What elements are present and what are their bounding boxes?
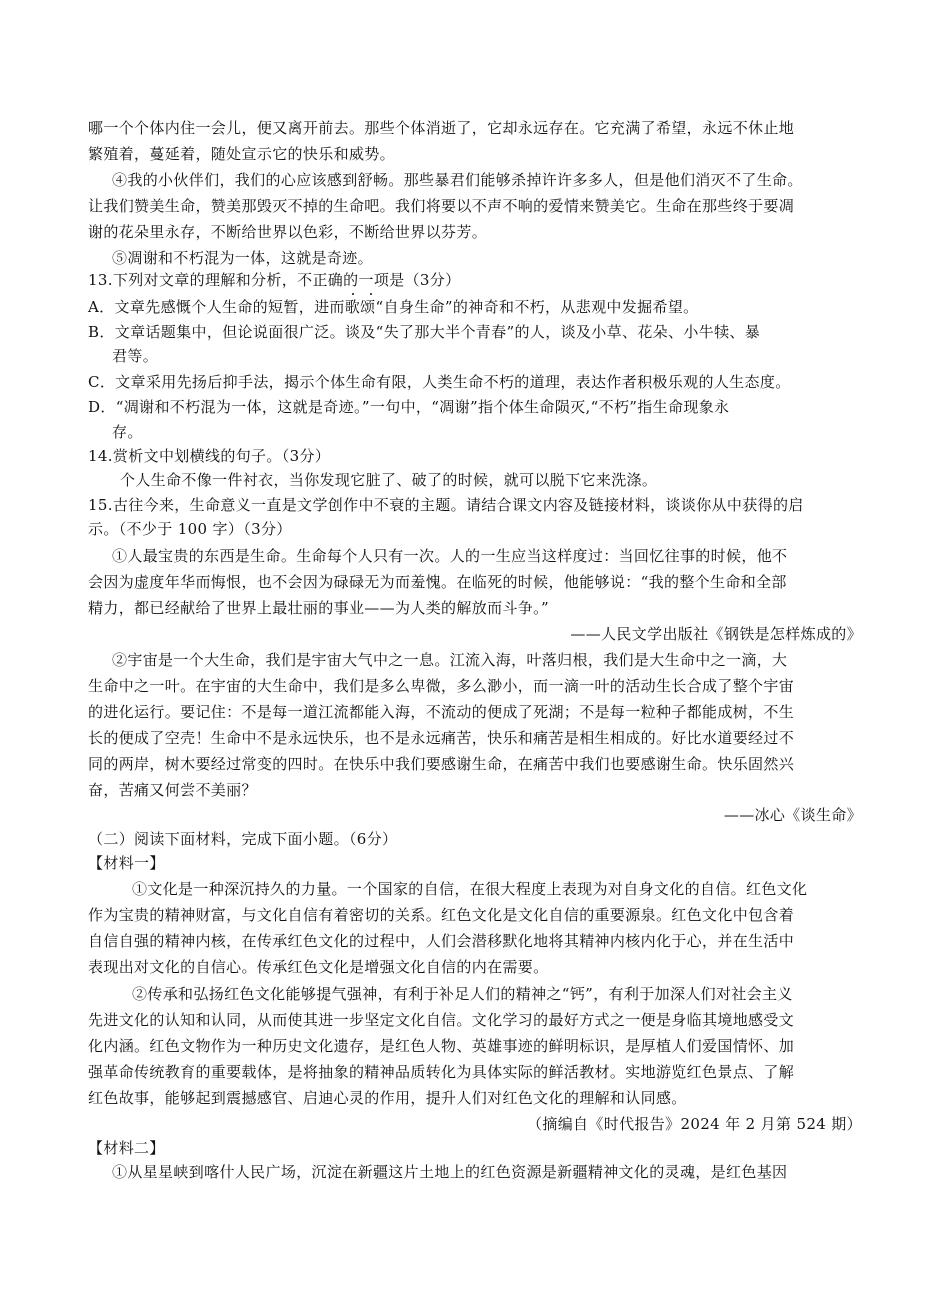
material-line: 奋，苦痛又何尝不美丽？ xyxy=(88,781,257,799)
emphasis-dot xyxy=(352,293,354,295)
option-a: A．文章先感慨个人生命的短暂，进而歌颂“自身生命”的神奇和不朽，从悲观中发掘希望。 xyxy=(88,298,699,316)
option-b: B．文章话题集中，但论说面很广泛。谈及“失了那大半个青春”的人，谈及小草、花朵、小牛犊、暴 xyxy=(88,323,761,341)
material-line: 强革命传统教育的重要载体，是将抽象的精神品质转化为具体实际的鲜活教材。实地游览红色景点、了解 xyxy=(88,1063,795,1081)
passage-line: ④我的小伙伴们，我们的心应该感到舒畅。那些暴君们能够杀掉许许多多人，但是他们消灭不了生命。 xyxy=(112,171,803,189)
material-line: 作为宝贵的精神财富，与文化自信有着密切的关系。红色文化是文化自信的重要源泉。红色文化中包含着 xyxy=(88,906,795,924)
passage-line: 谢的花朵里永存，不断给世界以色彩，不断给世界以芬芳。 xyxy=(88,223,488,241)
option-d: D．“凋谢和不朽混为一体，这就是奇迹。”一句中，“凋谢”指个体生命陨灭,“不朽”指生命现象永 xyxy=(88,398,730,416)
material-line: ①文化是一种深沉持久的力量。一个国家的自信，在很大程度上表现为对自身文化的自信。红色文化 xyxy=(132,880,808,898)
emphasis-dot xyxy=(370,293,372,295)
material-line: ②传承和弘扬红色文化能够提气强神，有利于补足人们的精神之“钙”，有利于加深人们对社会主义 xyxy=(132,985,793,1003)
passage-line: 让我们赞美生命，赞美那毁灭不掉的生命吧。我们将要以不声不响的爱情来赞美它。生命在那些终于要凋 xyxy=(88,197,795,215)
question-15-stem: 15.古往今来，生命意义一直是文学创作中不衰的主题。请结合课文内容及链接材料，谈谈你从中获得的启 xyxy=(88,496,804,514)
option-d-cont: 存。 xyxy=(112,423,143,441)
material-line: ①人最宝贵的东西是生命。生命每个人只有一次。人的一生应当这样度过：当回忆往事的时候，他不 xyxy=(112,547,788,565)
passage-line: 哪一个个体内住一会儿，便又离开前去。那些个体消逝了，它却永远存在。它充满了希望，永远不休止地 xyxy=(88,119,795,137)
material-line: 精力，都已经献给了世界上最壮丽的事业——为人类的解放而斗争。” xyxy=(88,599,550,617)
question-15-stem-cont: 示。（不少于 100 字）（3分） xyxy=(88,520,292,538)
option-c: C．文章采用先扬后抑手法，揭示个体生命有限，人类生命不朽的道理，表达作者积极乐观的人生态度。 xyxy=(88,373,791,391)
question-14-stem: 14.赏析文中划横线的句子。（3分） xyxy=(88,447,331,465)
material-title: 【材料二】 xyxy=(88,1139,165,1157)
material-line: 红色故事，能够起到震撼感官、启迪心灵的作用，提升人们对红色文化的理解和认同感。 xyxy=(88,1089,687,1107)
section-heading: （二）阅读下面材料，完成下面小题。（6分） xyxy=(88,830,398,848)
material-source: ——冰心《谈生命》 xyxy=(723,806,862,824)
material-title: 【材料一】 xyxy=(88,854,165,872)
material-source: （摘编自《时代报告》2024 年 2 月第 524 期） xyxy=(527,1115,862,1133)
material-line: ②宇宙是一个大生命，我们是宇宙大气中之一息。江流入海，叶落归根，我们是大生命中之一滴，大 xyxy=(112,651,788,669)
passage-line: 繁殖着，蔓延着，随处宣示它的快乐和威势。 xyxy=(88,145,396,163)
quoted-sentence: 个人生命不像一件衬衣，当你发现它脏了、破了的时候，就可以脱下它来洗涤。 xyxy=(120,471,658,489)
option-b-cont: 君等。 xyxy=(112,347,159,365)
material-line: ①从星星峡到喀什人民广场，沉淀在新疆这片土地上的红色资源是新疆精神文化的灵魂，是红色基因 xyxy=(112,1163,788,1181)
passage-line: ⑤凋谢和不朽混为一体，这就是奇迹。 xyxy=(112,249,373,267)
question-13-stem: 13.下列对文章的理解和分析，不正确的一项是（3分） xyxy=(88,271,461,289)
material-line: 自信自强的精神内核，在传承红色文化的过程中，人们会潜移默化地将其精神内核内化于心，并在生活中 xyxy=(88,932,795,950)
material-line: 同的两岸，树木要经过常变的四时。在快乐中我们要感谢生命，在痛苦中我们也要感谢生命。快乐固然兴 xyxy=(88,755,795,773)
material-line: 先进文化的认知和认同，从而使其进一步坚定文化自信。文化学习的最好方式之一便是身临其境地感受文 xyxy=(88,1011,795,1029)
material-line: 会因为虚度年华而悔恨，也不会因为碌碌无为而羞愧。在临死的时候，他能够说：“我的整个生命和全部 xyxy=(88,573,787,591)
material-source: ——人民文学出版社《钢铁是怎样炼成的》 xyxy=(570,625,862,643)
material-line: 表现出对文化的自信心。传承红色文化是增强文化自信的内在需要。 xyxy=(88,958,549,976)
material-line: 长的便成了空壳！生命中不是永远快乐，也不是永远痛苦，快乐和痛苦是相生相成的。好比水道要经过不 xyxy=(88,729,795,747)
material-line: 生命中之一叶。在宇宙的大生命中，我们是多么卑微，多么渺小，而一滴一叶的活动生长合成了整个宇宙 xyxy=(88,677,795,695)
material-line: 化内涵。红色文物作为一种历史文化遗存，是红色人物、英雄事迹的鲜明标识，是厚植人们爱国情怀、加 xyxy=(88,1037,795,1055)
material-line: 的进化运行。要记住：不是每一道江流都能入海，不流动的便成了死湖；不是每一粒种子都能成树，不生 xyxy=(88,703,795,721)
